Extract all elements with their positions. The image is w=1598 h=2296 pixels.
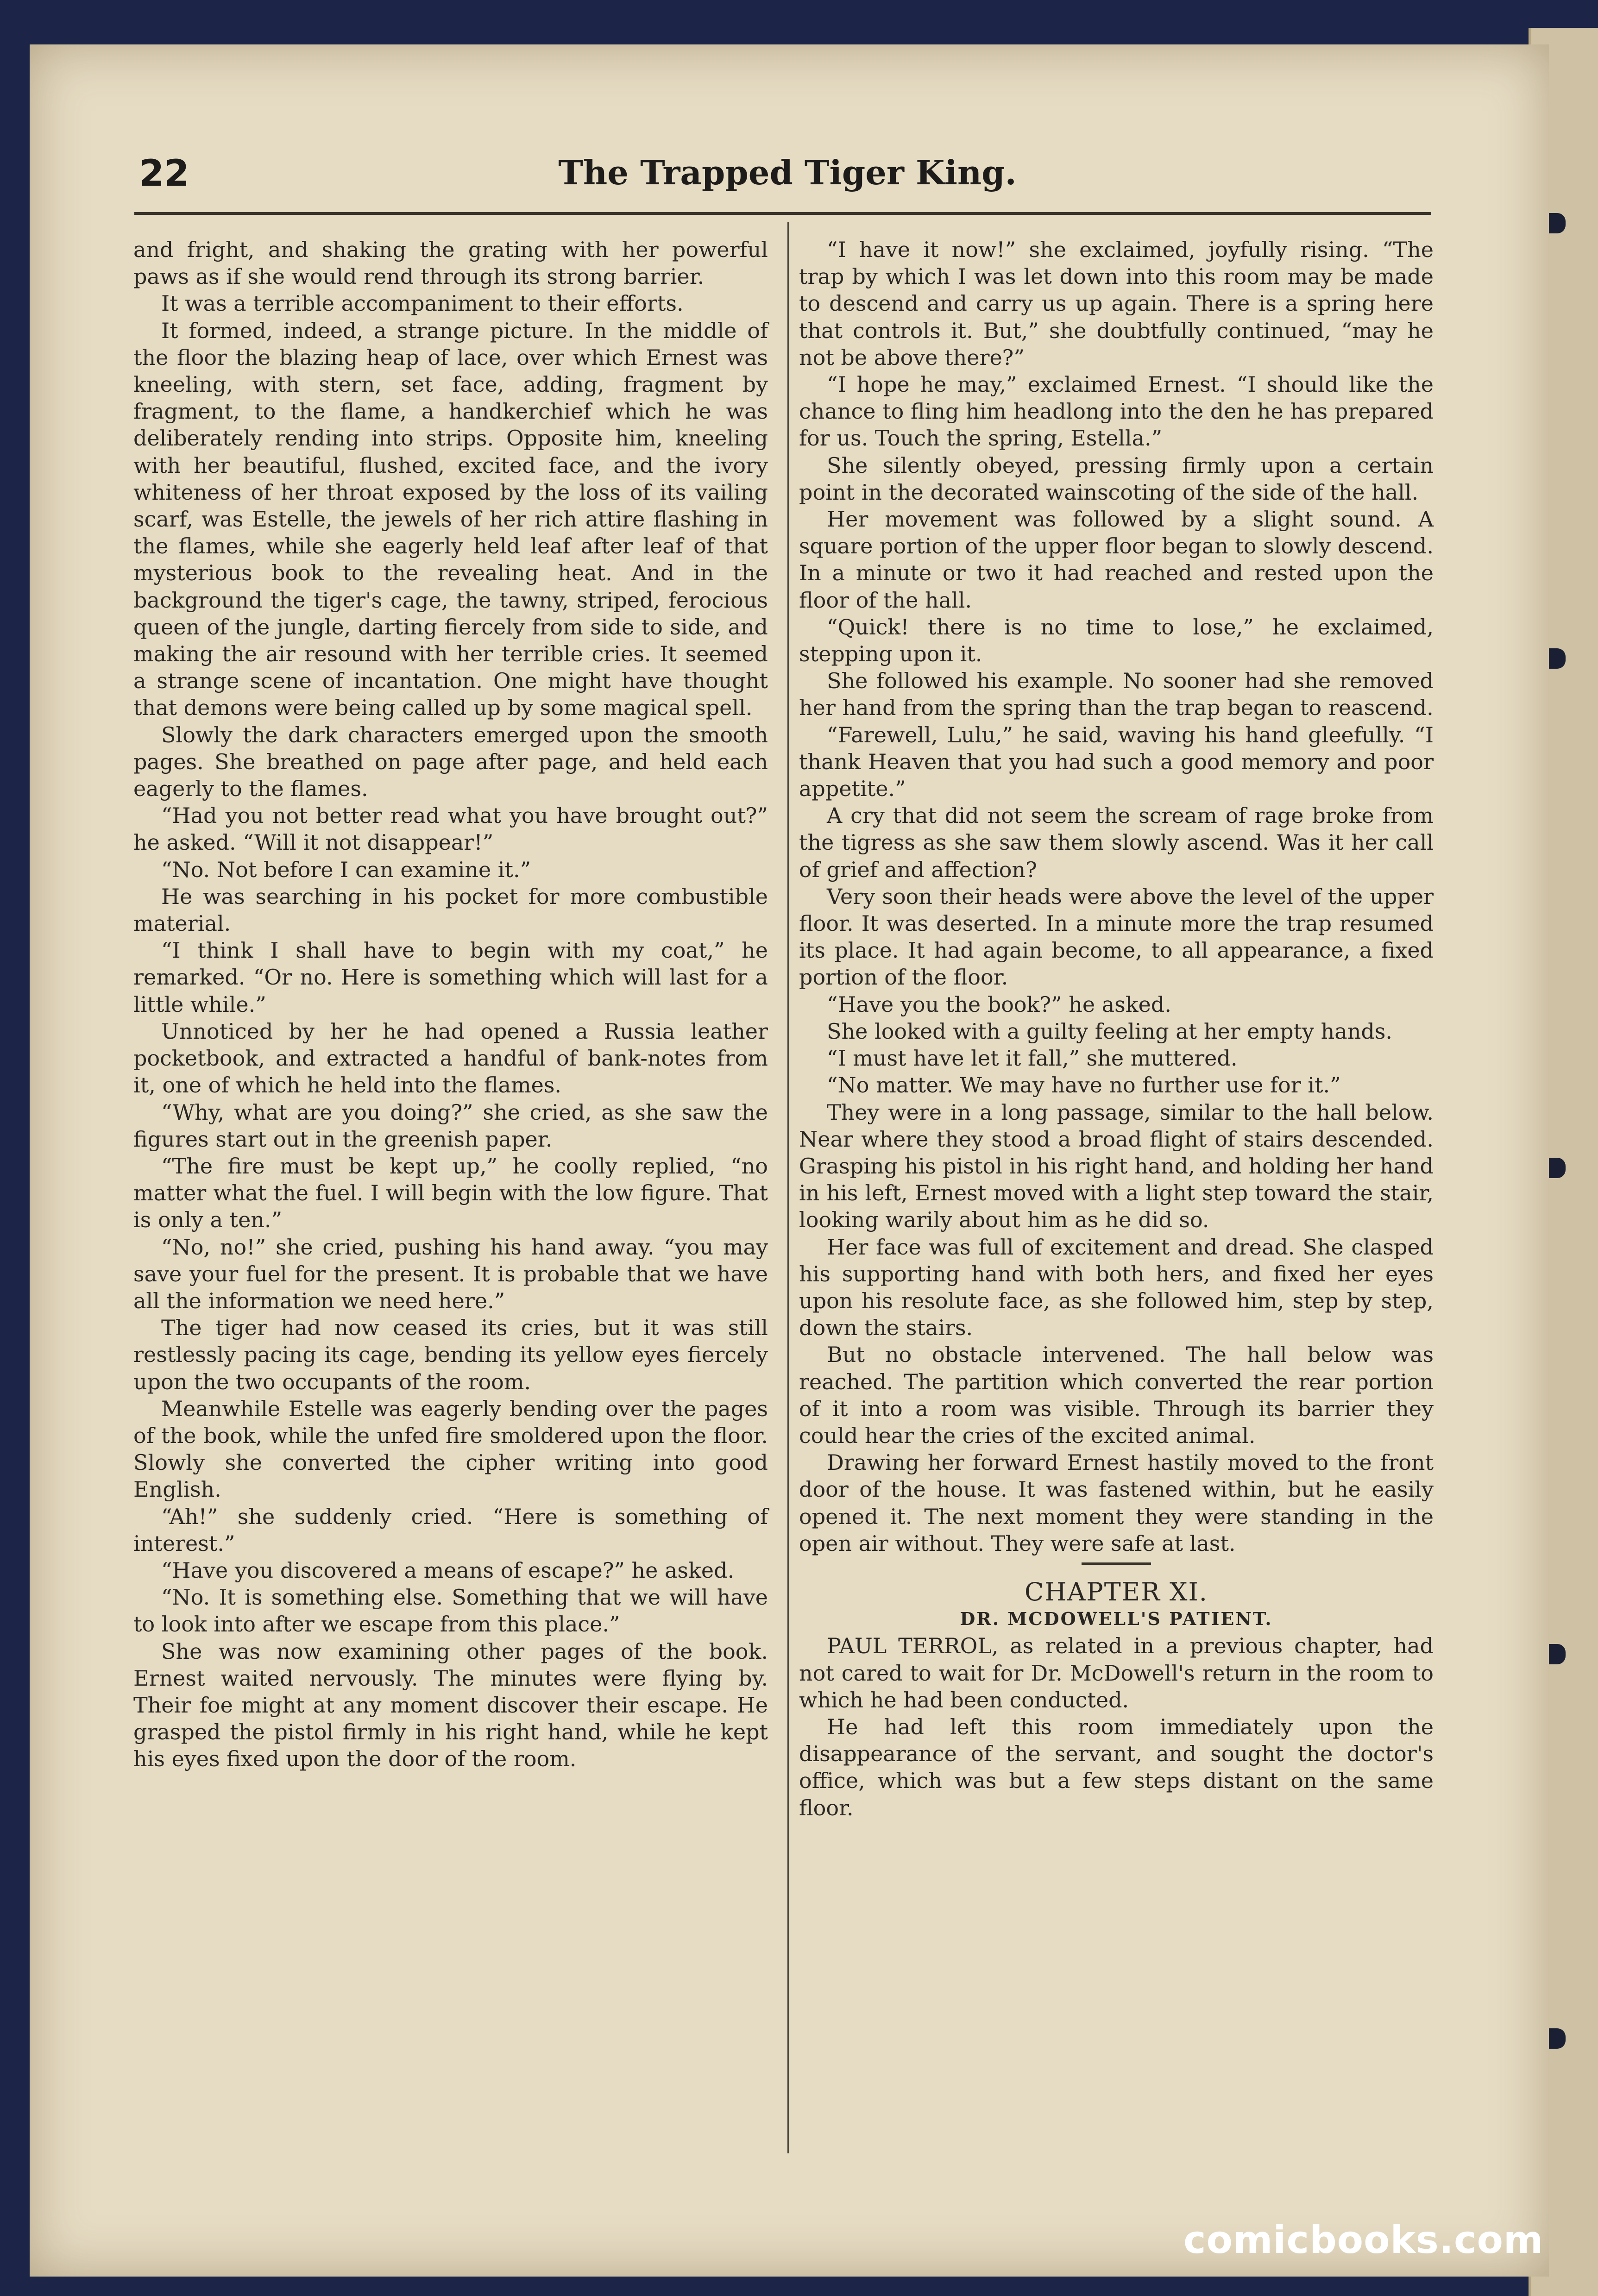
- paragraph: Slowly the dark characters emerged upon the smooth pages. She breathed on page after page, and held each eagerly to the flames.: [133, 722, 768, 802]
- paragraph: “No. Not before I can examine it.”: [161, 857, 531, 882]
- paragraph: “I must have let it fall,” she muttered.: [827, 1046, 1238, 1071]
- chapter-heading: CHAPTER XI.: [1025, 1577, 1208, 1606]
- paragraph: Very soon their heads were above the level of the upper floor. It was deserted. In a minute more the trap resumed its place. It had again become, to all appearance, a fixed portion of the floor.: [799, 884, 1434, 990]
- paragraph: “Had you not better read what you have brought out?” he asked. “Will it not disappear!”: [133, 803, 768, 855]
- chapter-subheading: DR. MCDOWELL'S PATIENT.: [960, 1608, 1273, 1630]
- paragraph: “Have you discovered a means of escape?” he asked.: [161, 1557, 735, 1583]
- paragraph: “Ah!” she suddenly cried. “Here is something of interest.”: [133, 1504, 768, 1556]
- paragraph: She was now examining other pages of the book. Ernest waited nervously. The minutes were flying by. Their foe might at any moment discover their escape. He grasped the pistol firmly in his right hand, while he kept his eyes fixed upon the door of the room.: [133, 1638, 768, 1772]
- paragraph: “No, no!” she cried, pushing his hand away. “you may save your fuel for the present. It is probable that we have all the information we need here.”: [133, 1234, 768, 1313]
- left-column: [133, 236, 768, 1773]
- paragraph: “Why, what are you doing?” she cried, as she saw the figures start out in the greenish paper.: [133, 1099, 768, 1152]
- column-divider: [787, 222, 789, 2153]
- paragraph: She looked with a guilty feeling at her empty hands.: [827, 1018, 1393, 1044]
- paragraph: It was a terrible accompaniment to their efforts.: [161, 291, 684, 316]
- paragraph: Her face was full of excitement and dread. She clasped his supporting hand with both hers, and fixed her eyes upon his resolute face, as she followed him, step by step, down the stairs.: [799, 1234, 1434, 1341]
- right-column: [799, 236, 1434, 1821]
- running-title: The Trapped Tiger King.: [558, 153, 1017, 192]
- paragraph: They were in a long passage, similar to the hall below. Near where they stood a broad flight of stairs descended. Grasping his pistol in his right hand, and holding her hand in his left, Ernest moved with a light step toward the stair, looking warily about him as he did so.: [799, 1099, 1434, 1233]
- paragraph: Her movement was followed by a slight sound. A square portion of the upper floor began to slowly descend. In a minute or two it had reached and rested upon the floor of the hall.: [799, 507, 1434, 613]
- paragraph: A cry that did not seem the scream of rage broke from the tigress as she saw them slowly ascend. Was it her call of grief and affection?: [799, 803, 1434, 882]
- paragraph: The tiger had now ceased its cries, but it was still restlessly pacing its cage, bending its yellow eyes fiercely upon the two occupants of the room.: [133, 1315, 768, 1394]
- paragraph: “No. It is something else. Something that we will have to look into after we escape from this place.”: [133, 1585, 768, 1637]
- paragraph: But no obstacle intervened. The hall below was reached. The partition which converted the rear portion of it into a room was visible. Through its barrier they could hear the cries of the excited animal.: [799, 1342, 1434, 1448]
- paragraph: He had left this room immediately upon the disappearance of the servant, and sought the doctor's office, which was but a few steps distant on the same floor.: [799, 1714, 1434, 1820]
- paragraph: He was searching in his pocket for more combustible material.: [133, 884, 768, 936]
- header-rule: [134, 212, 1431, 215]
- paragraph: She followed his example. No sooner had she removed her hand from the spring than the trap began to reascend.: [799, 668, 1434, 721]
- paragraph: “Farewell, Lulu,” he said, waving his hand gleefully. “I thank Heaven that you had such a good memory and poor appetite.”: [799, 722, 1434, 802]
- paragraph: “I hope he may,” exclaimed Ernest. “I should like the chance to fling him headlong into the den he has prepared for us. Touch the spring, Estella.”: [799, 372, 1434, 451]
- paragraph: She silently obeyed, pressing firmly upon a certain point in the decorated wainscoting of the side of the hall.: [799, 452, 1434, 505]
- paragraph: PAUL TERROL, as related in a previous chapter, had not cared to wait for Dr. McDowell's return in the room to which he had been conducted.: [799, 1633, 1434, 1713]
- paragraph: “Quick! there is no time to lose,” he exclaimed, stepping upon it.: [799, 614, 1434, 667]
- paragraph: “No matter. We may have no further use for it.”: [827, 1073, 1341, 1098]
- watermark: comicbooks.com: [1183, 2218, 1544, 2262]
- paragraph: Drawing her forward Ernest hastily moved to the front door of the house. It was fastened within, but he easily opened it. The next moment they were standing in the open air without. They were safe at last.: [799, 1450, 1434, 1556]
- paragraph: It formed, indeed, a strange picture. In the middle of the floor the blazing heap of lace, over which Ernest was kneeling, with stern, set face, adding, fragment by fragment, to the flame, a handkerchief which he was deliberately rending into strips. Opposite him, kneeling with her beautiful, flushed, excited face, and the ivory whiteness of her throat exposed by the loss of its vailing scarf, was Estelle, the jewels of her rich attire flashing in the flames, while she eagerly held leaf after leaf of that mysterious book to the revealing heat. And in the background the tiger's cage, the tawny, striped, ferocious queen of the jungle, darting fiercely from side to side, and making the air resound with her terrible cries. It seemed a strange scene of incantation. One might have thought that demons were being called up by some magical spell.: [133, 318, 768, 721]
- paragraph: “I think I shall have to begin with my coat,” he remarked. “Or no. Here is something which will last for a little while.”: [133, 938, 768, 1017]
- chapter-rule: [1082, 1562, 1151, 1565]
- paragraph: Meanwhile Estelle was eagerly bending over the pages of the book, while the unfed fire smoldered upon the floor. Slowly she converted the cipher writing into good English.: [133, 1396, 768, 1502]
- paragraph: “I have it now!” she exclaimed, joyfully rising. “The trap by which I was let down into this room may be made to descend and carry us up again. There is a spring here that controls it. But,” she doubtfully continued, “may he not be above there?”: [799, 237, 1434, 370]
- paragraph: “The fire must be kept up,” he coolly replied, “no matter what the fuel. I will begin with the low figure. That is only a ten.”: [133, 1153, 768, 1233]
- page-header: [139, 153, 1436, 204]
- paragraph: “Have you the book?” he asked.: [827, 991, 1171, 1017]
- page-number: 22: [139, 153, 189, 194]
- paragraph: and fright, and shaking the grating with her powerful paws as if she would rend through its strong barrier.: [133, 237, 768, 289]
- paragraph: Unnoticed by her he had opened a Russia leather pocketbook, and extracted a handful of bank-notes from it, one of which he held into the flames.: [133, 1018, 768, 1098]
